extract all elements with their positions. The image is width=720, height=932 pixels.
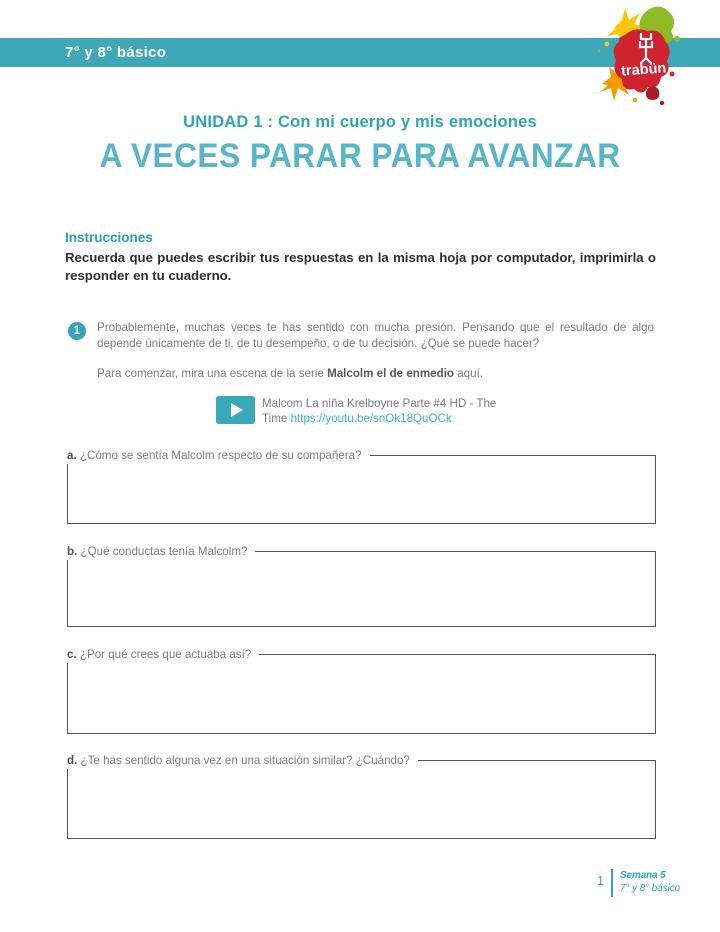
instructions-heading: Instrucciones [65, 230, 153, 245]
unit-title: UNIDAD 1 : Con mi cuerpo y mis emociones [183, 113, 537, 131]
page-title: A VECES PARAR PARA AVANZAR [99, 137, 621, 175]
answer-box-b[interactable] [68, 560, 655, 626]
page-footer [0, 868, 720, 902]
activity-number-badge: 1 [68, 322, 86, 340]
question-d-box [67, 754, 656, 839]
watch-instruction: Para comenzar, mira una escena de la serie Malcolm el de enmedio aquí. [97, 367, 484, 380]
play-button[interactable] [216, 396, 255, 424]
video-title: Malcom La niña Krelboyne Parte #4 HD - The Time [262, 397, 497, 425]
question-b-label: b. ¿Qué conductas tenía Malcolm? [67, 543, 255, 560]
question-c-label: c. ¿Por qué crees que actuaba así? [67, 646, 259, 663]
video-link[interactable]: https://youtu.be/snOk18QuOCk [290, 412, 452, 425]
play-icon [231, 403, 243, 417]
series-name: Malcolm el de enmedio [327, 367, 454, 380]
header-grade-label: 7° y 8° básico [65, 44, 167, 61]
activity-1 [68, 320, 656, 380]
instructions-body: Recuerda que puedes escribir tus respuestas en la misma hoja por computador, imprimirla o responder en tu cuaderno. [65, 250, 656, 283]
instructions-section [65, 230, 656, 284]
video-row [216, 395, 516, 435]
footer-meta [620, 870, 680, 895]
footer-grade: 7° y 8° básico [620, 882, 681, 894]
question-b-box [67, 545, 656, 627]
question-c-box [67, 648, 656, 734]
page-number: 1 [597, 874, 604, 888]
answer-box-c[interactable] [68, 663, 655, 733]
footer-divider [611, 869, 613, 897]
answer-box-a[interactable] [68, 464, 655, 523]
trabun-logo [598, 4, 698, 108]
footer-week: Semana 5 [620, 870, 666, 881]
logo-wordmark: trabün [620, 60, 667, 80]
activity-intro: Probablemente, muchas veces te has sentido con mucha presión. Pensando que el resultado de algo depende únicamente de ti, de tu desempeño, o de tu decisión. ¿Qué se puede hacer? [97, 321, 654, 350]
question-a-box [67, 449, 656, 524]
question-a-label: a. ¿Cómo se sentía Malcolm respecto de su compañera? [67, 447, 370, 464]
video-caption [262, 396, 508, 426]
answer-box-d[interactable] [68, 769, 655, 838]
question-d-label: d. ¿Te has sentido alguna vez en una situación similar? ¿Cuándo? [67, 752, 418, 769]
